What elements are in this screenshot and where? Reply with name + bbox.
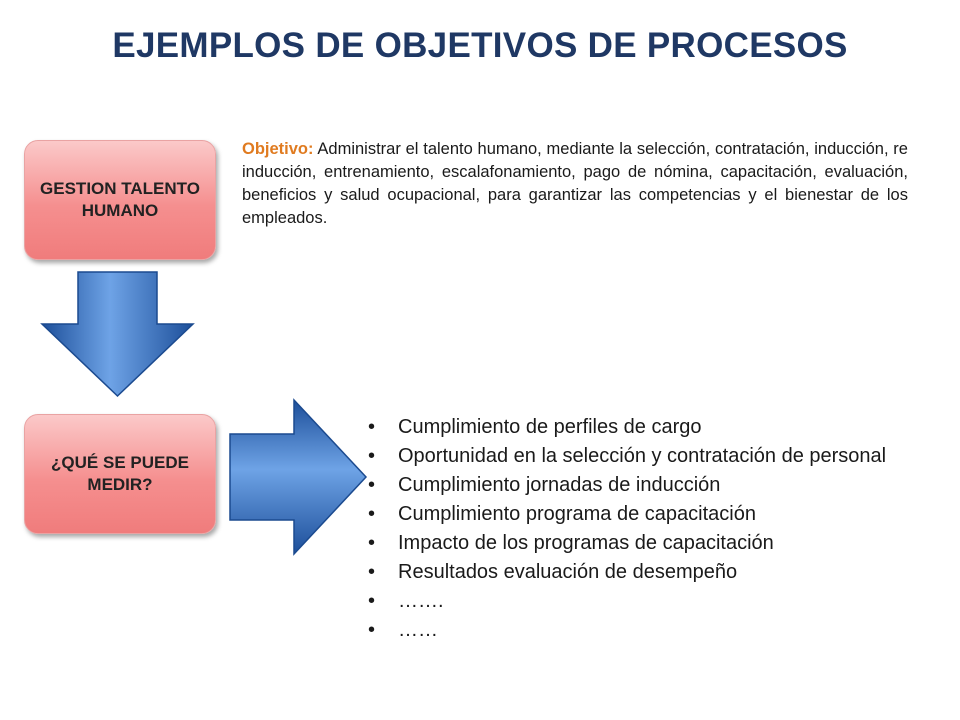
right-arrow-icon bbox=[228, 398, 368, 556]
list-item bbox=[368, 443, 908, 469]
list-item-text: Cumplimiento programa de capacitación bbox=[398, 503, 756, 525]
list-item-text: ……. bbox=[398, 590, 444, 612]
slide-title: EJEMPLOS DE OBJETIVOS DE PROCESOS bbox=[112, 26, 848, 65]
bullet-icon: • bbox=[368, 532, 376, 554]
bullet-icon: • bbox=[368, 474, 376, 496]
list-item bbox=[368, 501, 908, 527]
list-item-text: Impacto de los programas de capacitación bbox=[398, 532, 774, 554]
measures-list bbox=[368, 414, 908, 646]
list-item bbox=[368, 472, 908, 498]
objective-text: Administrar el talento humano, mediante la selección, contratación, inducción, re inducción, entrenamiento, escalafonamiento, pago de nómina, capacitación, evaluación, beneficios y salud ocupacional, para garantizar las competencias y el bienestar de los empleados. bbox=[242, 140, 908, 227]
list-item-text: Oportunidad en la selección y contratación de personal bbox=[398, 445, 887, 467]
process-box-label: GESTION TALENTO HUMANO bbox=[40, 179, 200, 220]
bullet-icon: • bbox=[368, 619, 376, 641]
list-item-text: Cumplimiento jornadas de inducción bbox=[398, 474, 721, 496]
list-item bbox=[368, 559, 908, 585]
bullet-icon: • bbox=[368, 590, 376, 612]
bullet-icon: • bbox=[368, 445, 376, 467]
list-item-text: Resultados evaluación de desempeño bbox=[398, 561, 738, 583]
measure-box-label: ¿QUÉ SE PUEDE MEDIR? bbox=[51, 453, 189, 494]
measure-box bbox=[24, 414, 216, 534]
bullet-icon: • bbox=[368, 561, 376, 583]
bullet-icon: • bbox=[368, 503, 376, 525]
down-arrow-icon bbox=[40, 270, 195, 398]
list-item bbox=[368, 588, 908, 614]
list-item bbox=[368, 530, 908, 556]
process-box bbox=[24, 140, 216, 260]
list-item bbox=[368, 617, 908, 643]
list-item-text: …… bbox=[398, 619, 438, 641]
list-item-text: Cumplimiento de perfiles de cargo bbox=[398, 416, 702, 438]
bullet-icon: • bbox=[368, 416, 376, 438]
objective-label: Objetivo: bbox=[242, 140, 314, 158]
list-item bbox=[368, 414, 908, 440]
objective-paragraph bbox=[242, 138, 908, 230]
